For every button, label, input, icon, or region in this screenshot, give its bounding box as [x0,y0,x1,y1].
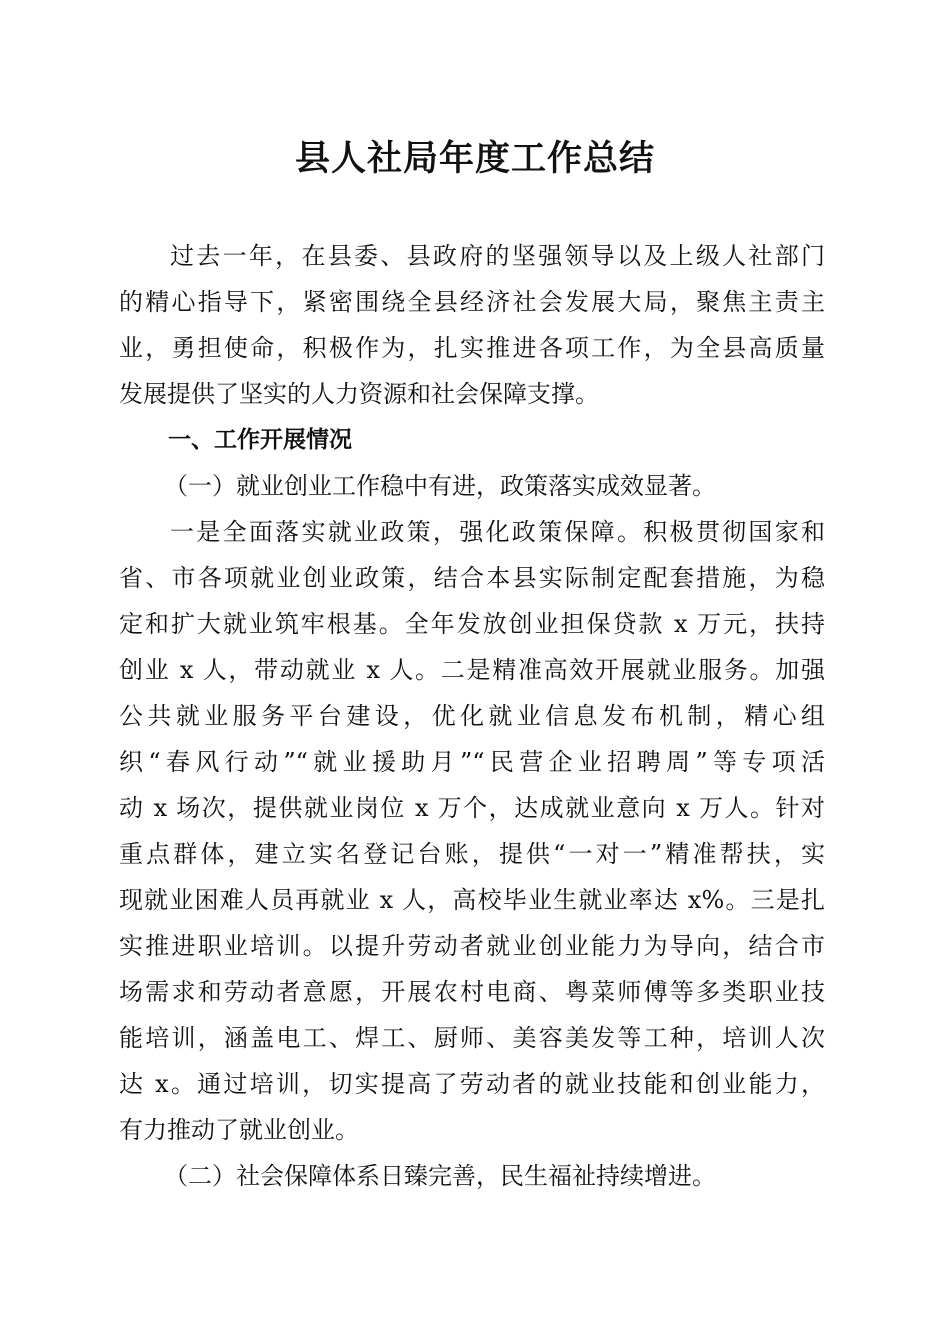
intro-line: 业，勇担使命，积极作为，扎实推进各项工作，为全县高质量 [119,334,825,362]
intro-line: 发展提供了坚实的人力资源和社会保障支撑。 [119,380,599,408]
paragraph-line: 织“春风行动”“就业援助月”“民营企业招聘周”等专项活 [119,748,825,776]
intro-line: 的精心指导下，紧密围绕全县经济社会发展大局，聚焦主责主 [119,288,825,316]
paragraph-line: 有力推动了就业创业。 [119,1116,359,1144]
paragraph-line: 定和扩大就业筑牢根基。全年发放创业担保贷款 x 万元，扶持 [119,610,825,638]
paragraph-line: 重点群体，建立实名登记台账，提供“一对一”精准帮扶，实 [119,840,825,868]
paragraph-line: 场需求和劳动者意愿，开展农村电商、粤菜师傅等多类职业技 [119,978,825,1006]
paragraph-line: 省、市各项就业创业政策，结合本县实际制定配套措施，为稳 [119,564,825,592]
paragraph-line: 能培训，涵盖电工、焊工、厨师、美容美发等工种，培训人次 [119,1024,825,1052]
document-title: 县人社局年度工作总结 [294,138,655,179]
paragraph-line: 达 x。通过培训，切实提高了劳动者的就业技能和创业能力， [119,1070,825,1098]
section-heading: 一、工作开展情况 [168,427,352,453]
paragraph-line: 一是全面落实就业政策，强化政策保障。积极贯彻国家和 [170,518,825,546]
intro-line: 过去一年，在县委、县政府的坚强领导以及上级人社部门 [170,242,825,270]
subsection-heading: （一）就业创业工作稳中有进，政策落实成效显著。 [164,472,716,500]
subsection-heading: （二）社会保障体系日臻完善，民生福祉持续增进。 [164,1162,716,1190]
paragraph-line: 动 x 场次，提供就业岗位 x 万个，达成就业意向 x 万人。针对 [119,794,825,822]
paragraph-line: 现就业困难人员再就业 x 人，高校毕业生就业率达 x%。三是扎 [119,886,825,914]
paragraph-line: 创业 x 人，带动就业 x 人。二是精准高效开展就业服务。加强 [119,656,825,684]
paragraph-line: 实推进职业培训。以提升劳动者就业创业能力为导向，结合市 [119,932,825,960]
paragraph-line: 公共就业服务平台建设，优化就业信息发布机制，精心组 [119,702,825,730]
